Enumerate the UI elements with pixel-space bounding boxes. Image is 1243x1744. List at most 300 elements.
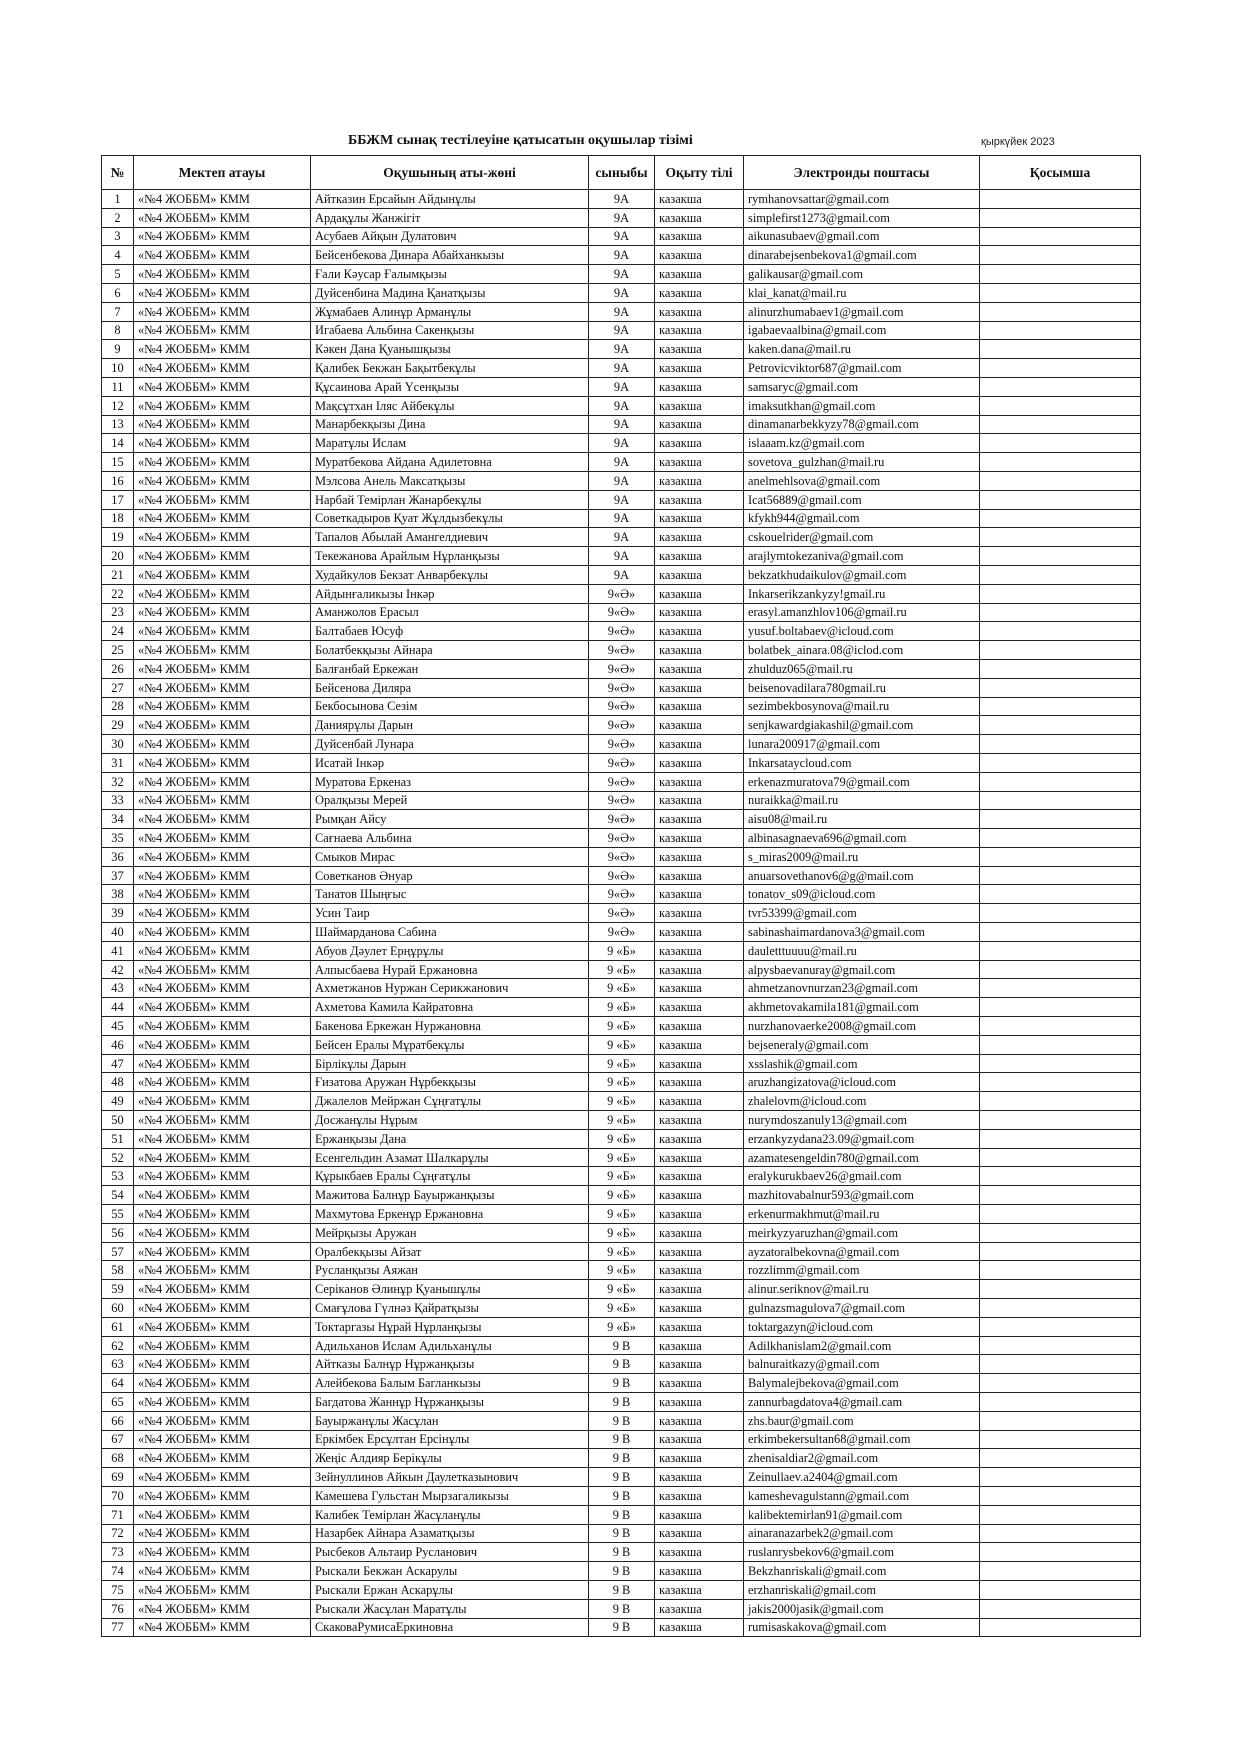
class-name-cell: 9 «Б» xyxy=(589,1035,655,1054)
class-name-cell: 9 В xyxy=(589,1580,655,1599)
additional-cell xyxy=(980,1299,1141,1318)
table-row xyxy=(102,1129,1141,1148)
language-cell: казакша xyxy=(655,791,744,810)
class-name-cell: 9 «Б» xyxy=(589,1017,655,1036)
student-name-cell: Бейсенова Диляра xyxy=(311,678,589,697)
class-name-cell: 9 «Б» xyxy=(589,979,655,998)
student-name-cell: Усин Таир xyxy=(311,904,589,923)
language-cell: казакша xyxy=(655,471,744,490)
language-cell: казакша xyxy=(655,208,744,227)
additional-cell xyxy=(980,904,1141,923)
class-name-cell: 9«Ә» xyxy=(589,753,655,772)
class-name-cell: 9А xyxy=(589,490,655,509)
language-cell: казакша xyxy=(655,1411,744,1430)
email-cell: Petrovicviktor687@gmail.com xyxy=(744,359,980,378)
school-name-cell: «№4 ЖОББМ» КММ xyxy=(134,1299,311,1318)
school-name-cell: «№4 ЖОББМ» КММ xyxy=(134,791,311,810)
table-row xyxy=(102,810,1141,829)
row-number-cell: 41 xyxy=(102,941,134,960)
class-name-cell: 9 В xyxy=(589,1393,655,1412)
email-cell: samsaryc@gmail.com xyxy=(744,377,980,396)
student-name-cell: Жұмабаев Алинұр Арманұлы xyxy=(311,302,589,321)
header-col-additional: Қосымша xyxy=(980,156,1141,190)
email-cell: eralykurukbaev26@gmail.com xyxy=(744,1167,980,1186)
table-row xyxy=(102,1374,1141,1393)
row-number-cell: 25 xyxy=(102,641,134,660)
table-row xyxy=(102,1430,1141,1449)
additional-cell xyxy=(980,1186,1141,1205)
row-number-cell: 53 xyxy=(102,1167,134,1186)
school-name-cell: «№4 ЖОББМ» КММ xyxy=(134,941,311,960)
school-name-cell: «№4 ЖОББМ» КММ xyxy=(134,716,311,735)
table-row xyxy=(102,866,1141,885)
class-name-cell: 9 «Б» xyxy=(589,1054,655,1073)
table-row xyxy=(102,359,1141,378)
email-cell: dinamanarbekkyzy78@gmail.com xyxy=(744,415,980,434)
row-number-cell: 40 xyxy=(102,923,134,942)
school-name-cell: «№4 ЖОББМ» КММ xyxy=(134,415,311,434)
school-name-cell: «№4 ЖОББМ» КММ xyxy=(134,340,311,359)
row-number-cell: 68 xyxy=(102,1449,134,1468)
language-cell: казакша xyxy=(655,923,744,942)
class-name-cell: 9А xyxy=(589,265,655,284)
table-row xyxy=(102,641,1141,660)
table-row xyxy=(102,1411,1141,1430)
table-row xyxy=(102,1148,1141,1167)
email-cell: sezimbekbosynova@mail.ru xyxy=(744,697,980,716)
additional-cell xyxy=(980,1073,1141,1092)
row-number-cell: 70 xyxy=(102,1486,134,1505)
row-number-cell: 6 xyxy=(102,283,134,302)
student-name-cell: Мақсұтхан Іляс Айбекұлы xyxy=(311,396,589,415)
table-row xyxy=(102,1092,1141,1111)
student-name-cell: Манарбекқызы Дина xyxy=(311,415,589,434)
email-cell: gulnazsmagulova7@gmail.com xyxy=(744,1299,980,1318)
table-row xyxy=(102,377,1141,396)
language-cell: казакша xyxy=(655,265,744,284)
row-number-cell: 33 xyxy=(102,791,134,810)
email-cell: erasyl.amanzhlov106@gmail.ru xyxy=(744,603,980,622)
student-name-cell: Досжанұлы Нұрым xyxy=(311,1111,589,1130)
student-name-cell: Оралбекқызы Айзат xyxy=(311,1242,589,1261)
row-number-cell: 67 xyxy=(102,1430,134,1449)
email-cell: balnuraitkazy@gmail.com xyxy=(744,1355,980,1374)
email-cell: ayzatoralbekovna@gmail.com xyxy=(744,1242,980,1261)
school-name-cell: «№4 ЖОББМ» КММ xyxy=(134,1242,311,1261)
school-name-cell: «№4 ЖОББМ» КММ xyxy=(134,246,311,265)
language-cell: казакша xyxy=(655,1186,744,1205)
student-name-cell: Мэлсова Анель Максатқызы xyxy=(311,471,589,490)
language-cell: казакша xyxy=(655,772,744,791)
table-row xyxy=(102,1186,1141,1205)
additional-cell xyxy=(980,1486,1141,1505)
student-name-cell: Советкадыров Қуат Жұлдызбекұлы xyxy=(311,509,589,528)
additional-cell xyxy=(980,283,1141,302)
table-row xyxy=(102,960,1141,979)
row-number-cell: 65 xyxy=(102,1393,134,1412)
student-name-cell: Асубаев Айқын Дулатович xyxy=(311,227,589,246)
class-name-cell: 9 В xyxy=(589,1430,655,1449)
class-name-cell: 9А xyxy=(589,321,655,340)
table-row xyxy=(102,998,1141,1017)
school-name-cell: «№4 ЖОББМ» КММ xyxy=(134,998,311,1017)
student-name-cell: Алпысбаева Нурай Ержановна xyxy=(311,960,589,979)
email-cell: Inkarserikzankyzy!gmail.ru xyxy=(744,584,980,603)
row-number-cell: 54 xyxy=(102,1186,134,1205)
student-name-cell: Ғизатова Аружан Нұрбекқызы xyxy=(311,1073,589,1092)
school-name-cell: «№4 ЖОББМ» КММ xyxy=(134,528,311,547)
language-cell: казакша xyxy=(655,1129,744,1148)
table-row xyxy=(102,735,1141,754)
email-cell: zhs.baur@gmail.com xyxy=(744,1411,980,1430)
email-cell: akhmetovakamila181@gmail.com xyxy=(744,998,980,1017)
student-name-cell: Балғанбай Еркежан xyxy=(311,659,589,678)
student-name-cell: Русланқызы Аяжан xyxy=(311,1261,589,1280)
school-name-cell: «№4 ЖОББМ» КММ xyxy=(134,753,311,772)
language-cell: казакша xyxy=(655,1355,744,1374)
email-cell: simplefirst1273@gmail.com xyxy=(744,208,980,227)
school-name-cell: «№4 ЖОББМ» КММ xyxy=(134,190,311,209)
row-number-cell: 74 xyxy=(102,1562,134,1581)
language-cell: казакша xyxy=(655,1223,744,1242)
table-row xyxy=(102,1355,1141,1374)
additional-cell xyxy=(980,829,1141,848)
class-name-cell: 9 «Б» xyxy=(589,1205,655,1224)
student-table xyxy=(101,155,1141,1637)
student-name-cell: Ғали Кәусар Ғалымқызы xyxy=(311,265,589,284)
additional-cell xyxy=(980,941,1141,960)
class-name-cell: 9 В xyxy=(589,1355,655,1374)
additional-cell xyxy=(980,434,1141,453)
row-number-cell: 32 xyxy=(102,772,134,791)
school-name-cell: «№4 ЖОББМ» КММ xyxy=(134,904,311,923)
class-name-cell: 9 «Б» xyxy=(589,1186,655,1205)
table-row xyxy=(102,847,1141,866)
school-name-cell: «№4 ЖОББМ» КММ xyxy=(134,885,311,904)
language-cell: казакша xyxy=(655,847,744,866)
school-name-cell: «№4 ЖОББМ» КММ xyxy=(134,1280,311,1299)
table-row xyxy=(102,1449,1141,1468)
student-name-cell: Мейрқызы Аружан xyxy=(311,1223,589,1242)
school-name-cell: «№4 ЖОББМ» КММ xyxy=(134,866,311,885)
student-name-cell: Балтабаев Юсуф xyxy=(311,622,589,641)
email-cell: dinarabejsenbekova1@gmail.com xyxy=(744,246,980,265)
table-row xyxy=(102,885,1141,904)
additional-cell xyxy=(980,1430,1141,1449)
school-name-cell: «№4 ЖОББМ» КММ xyxy=(134,697,311,716)
email-cell: zhulduz065@mail.ru xyxy=(744,659,980,678)
header-col-student-name: Оқушының аты-жөні xyxy=(311,156,589,190)
class-name-cell: 9А xyxy=(589,509,655,528)
table-row xyxy=(102,678,1141,697)
class-name-cell: 9 В xyxy=(589,1468,655,1487)
student-name-cell: Адильханов Ислам Адильханұлы xyxy=(311,1336,589,1355)
language-cell: казакша xyxy=(655,1336,744,1355)
row-number-cell: 8 xyxy=(102,321,134,340)
additional-cell xyxy=(980,1374,1141,1393)
table-row xyxy=(102,565,1141,584)
table-row xyxy=(102,1317,1141,1336)
email-cell: jakis2000jasik@gmail.com xyxy=(744,1599,980,1618)
email-cell: mazhitovabalnur593@gmail.com xyxy=(744,1186,980,1205)
additional-cell xyxy=(980,1580,1141,1599)
class-name-cell: 9 В xyxy=(589,1336,655,1355)
table-row xyxy=(102,1073,1141,1092)
school-name-cell: «№4 ЖОББМ» КММ xyxy=(134,678,311,697)
class-name-cell: 9А xyxy=(589,434,655,453)
additional-cell xyxy=(980,847,1141,866)
student-name-cell: Тапалов Абылай Амангелдиевич xyxy=(311,528,589,547)
additional-cell xyxy=(980,622,1141,641)
email-cell: sovetova_gulzhan@mail.ru xyxy=(744,453,980,472)
class-name-cell: 9«Ә» xyxy=(589,904,655,923)
additional-cell xyxy=(980,584,1141,603)
row-number-cell: 37 xyxy=(102,866,134,885)
email-cell: alinurzhumabaev1@gmail.com xyxy=(744,302,980,321)
school-name-cell: «№4 ЖОББМ» КММ xyxy=(134,1223,311,1242)
language-cell: казакша xyxy=(655,641,744,660)
school-name-cell: «№4 ЖОББМ» КММ xyxy=(134,1035,311,1054)
additional-cell xyxy=(980,1449,1141,1468)
additional-cell xyxy=(980,1317,1141,1336)
school-name-cell: «№4 ЖОББМ» КММ xyxy=(134,1449,311,1468)
email-cell: sabinashaimardanova3@gmail.com xyxy=(744,923,980,942)
language-cell: казакша xyxy=(655,1562,744,1581)
student-name-cell: Шаймарданова Сабина xyxy=(311,923,589,942)
row-number-cell: 75 xyxy=(102,1580,134,1599)
table-row xyxy=(102,1261,1141,1280)
row-number-cell: 77 xyxy=(102,1618,134,1637)
student-name-cell: Токтаргазы Нұрай Нұрланқызы xyxy=(311,1317,589,1336)
student-name-cell: Есенгельдин Азамат Шалкарұлы xyxy=(311,1148,589,1167)
email-cell: islaaam.kz@gmail.com xyxy=(744,434,980,453)
additional-cell xyxy=(980,528,1141,547)
class-name-cell: 9А xyxy=(589,471,655,490)
table-row xyxy=(102,528,1141,547)
additional-cell xyxy=(980,885,1141,904)
table-row xyxy=(102,1054,1141,1073)
additional-cell xyxy=(980,1092,1141,1111)
email-cell: azamatesengeldin780@gmail.com xyxy=(744,1148,980,1167)
language-cell: казакша xyxy=(655,941,744,960)
email-cell: galikausar@gmail.com xyxy=(744,265,980,284)
student-name-cell: Бауыржанұлы Жасұлан xyxy=(311,1411,589,1430)
row-number-cell: 18 xyxy=(102,509,134,528)
language-cell: казакша xyxy=(655,829,744,848)
page-title: ББЖМ сынақ тестілеуіне қатысатын оқушылар тізімі xyxy=(348,133,693,148)
additional-cell xyxy=(980,772,1141,791)
student-name-cell: Муратбекова Айдана Адилетовна xyxy=(311,453,589,472)
row-number-cell: 4 xyxy=(102,246,134,265)
student-name-cell: Ахметжанов Нуржан Серикжанович xyxy=(311,979,589,998)
table-row xyxy=(102,453,1141,472)
row-number-cell: 44 xyxy=(102,998,134,1017)
row-number-cell: 22 xyxy=(102,584,134,603)
student-name-cell: Ахметова Камила Кайратовна xyxy=(311,998,589,1017)
email-cell: dauletttuuuu@mail.ru xyxy=(744,941,980,960)
table-row xyxy=(102,979,1141,998)
student-name-cell: Рыскали Ержан Аскарұлы xyxy=(311,1580,589,1599)
email-cell: alinur.seriknov@mail.ru xyxy=(744,1280,980,1299)
table-row xyxy=(102,1486,1141,1505)
row-number-cell: 16 xyxy=(102,471,134,490)
email-cell: kaken.dana@mail.ru xyxy=(744,340,980,359)
email-cell: beisenovadilara780gmail.ru xyxy=(744,678,980,697)
student-name-cell: Сағнаева Альбина xyxy=(311,829,589,848)
language-cell: казакша xyxy=(655,1261,744,1280)
language-cell: казакша xyxy=(655,603,744,622)
student-name-cell: Джалелов Мейржан Сұңғатұлы xyxy=(311,1092,589,1111)
table-row xyxy=(102,1167,1141,1186)
row-number-cell: 46 xyxy=(102,1035,134,1054)
additional-cell xyxy=(980,659,1141,678)
row-number-cell: 38 xyxy=(102,885,134,904)
school-name-cell: «№4 ЖОББМ» КММ xyxy=(134,1599,311,1618)
student-name-cell: Калибек Темірлан Жасұланұлы xyxy=(311,1505,589,1524)
additional-cell xyxy=(980,1167,1141,1186)
class-name-cell: 9А xyxy=(589,453,655,472)
school-name-cell: «№4 ЖОББМ» КММ xyxy=(134,1430,311,1449)
class-name-cell: 9«Ә» xyxy=(589,772,655,791)
school-name-cell: «№4 ЖОББМ» КММ xyxy=(134,1336,311,1355)
school-name-cell: «№4 ЖОББМ» КММ xyxy=(134,1148,311,1167)
email-cell: alpysbaevanuray@gmail.com xyxy=(744,960,980,979)
table-row xyxy=(102,791,1141,810)
class-name-cell: 9«Ә» xyxy=(589,847,655,866)
language-cell: казакша xyxy=(655,415,744,434)
class-name-cell: 9 В xyxy=(589,1411,655,1430)
table-row xyxy=(102,509,1141,528)
school-name-cell: «№4 ЖОББМ» КММ xyxy=(134,1543,311,1562)
student-name-cell: Ардақұлы Жанжігіт xyxy=(311,208,589,227)
table-row xyxy=(102,1111,1141,1130)
class-name-cell: 9«Ә» xyxy=(589,641,655,660)
table-row xyxy=(102,471,1141,490)
email-cell: ainaranazarbek2@gmail.com xyxy=(744,1524,980,1543)
additional-cell xyxy=(980,490,1141,509)
class-name-cell: 9 В xyxy=(589,1449,655,1468)
school-name-cell: «№4 ЖОББМ» КММ xyxy=(134,641,311,660)
email-cell: erkimbekersultan68@gmail.com xyxy=(744,1430,980,1449)
school-name-cell: «№4 ЖОББМ» КММ xyxy=(134,396,311,415)
row-number-cell: 34 xyxy=(102,810,134,829)
additional-cell xyxy=(980,265,1141,284)
student-name-cell: Муратова Еркеназ xyxy=(311,772,589,791)
student-name-cell: Танатов Шыңғыс xyxy=(311,885,589,904)
school-name-cell: «№4 ЖОББМ» КММ xyxy=(134,434,311,453)
language-cell: казакша xyxy=(655,565,744,584)
class-name-cell: 9«Ә» xyxy=(589,885,655,904)
table-row xyxy=(102,396,1141,415)
email-cell: Zeinullaev.a2404@gmail.com xyxy=(744,1468,980,1487)
row-number-cell: 66 xyxy=(102,1411,134,1430)
row-number-cell: 48 xyxy=(102,1073,134,1092)
language-cell: казакша xyxy=(655,810,744,829)
class-name-cell: 9 В xyxy=(589,1599,655,1618)
student-name-cell: Советканов Әнуар xyxy=(311,866,589,885)
school-name-cell: «№4 ЖОББМ» КММ xyxy=(134,265,311,284)
row-number-cell: 36 xyxy=(102,847,134,866)
email-cell: nurzhanovaerke2008@gmail.com xyxy=(744,1017,980,1036)
email-cell: aikunasubaev@gmail.com xyxy=(744,227,980,246)
table-row xyxy=(102,941,1141,960)
student-name-cell: Алейбекова Балым Багланкызы xyxy=(311,1374,589,1393)
language-cell: казакша xyxy=(655,866,744,885)
header-col-class: сыныбы xyxy=(589,156,655,190)
row-number-cell: 61 xyxy=(102,1317,134,1336)
school-name-cell: «№4 ЖОББМ» КММ xyxy=(134,1580,311,1599)
email-cell: cskouelrider@gmail.com xyxy=(744,528,980,547)
email-cell: erkenurmakhmut@mail.ru xyxy=(744,1205,980,1224)
table-row xyxy=(102,302,1141,321)
header-col-school-name: Мектеп атауы xyxy=(134,156,311,190)
class-name-cell: 9А xyxy=(589,227,655,246)
row-number-cell: 42 xyxy=(102,960,134,979)
school-name-cell: «№4 ЖОББМ» КММ xyxy=(134,302,311,321)
table-row xyxy=(102,227,1141,246)
school-name-cell: «№4 ЖОББМ» КММ xyxy=(134,1054,311,1073)
language-cell: казакша xyxy=(655,1618,744,1637)
language-cell: казакша xyxy=(655,1299,744,1318)
student-name-cell: Кәкен Дана Қуанышқызы xyxy=(311,340,589,359)
student-name-cell: Ержанқызы Дана xyxy=(311,1129,589,1148)
language-cell: казакша xyxy=(655,1580,744,1599)
school-name-cell: «№4 ЖОББМ» КММ xyxy=(134,1468,311,1487)
row-number-cell: 71 xyxy=(102,1505,134,1524)
class-name-cell: 9«Ә» xyxy=(589,697,655,716)
additional-cell xyxy=(980,753,1141,772)
student-name-cell: Рымқан Айсу xyxy=(311,810,589,829)
table-row xyxy=(102,547,1141,566)
language-cell: казакша xyxy=(655,528,744,547)
school-name-cell: «№4 ЖОББМ» КММ xyxy=(134,509,311,528)
row-number-cell: 15 xyxy=(102,453,134,472)
email-cell: yusuf.boltabaev@icloud.com xyxy=(744,622,980,641)
row-number-cell: 24 xyxy=(102,622,134,641)
class-name-cell: 9«Ә» xyxy=(589,678,655,697)
additional-cell xyxy=(980,998,1141,1017)
row-number-cell: 56 xyxy=(102,1223,134,1242)
table-row xyxy=(102,1468,1141,1487)
class-name-cell: 9 «Б» xyxy=(589,1092,655,1111)
school-name-cell: «№4 ЖОББМ» КММ xyxy=(134,359,311,378)
school-name-cell: «№4 ЖОББМ» КММ xyxy=(134,1355,311,1374)
student-name-cell: Рыскали Бекжан Аскарулы xyxy=(311,1562,589,1581)
school-name-cell: «№4 ЖОББМ» КММ xyxy=(134,1486,311,1505)
language-cell: казакша xyxy=(655,283,744,302)
language-cell: казакша xyxy=(655,998,744,1017)
email-cell: ahmetzanovnurzan23@gmail.com xyxy=(744,979,980,998)
school-name-cell: «№4 ЖОББМ» КММ xyxy=(134,1205,311,1224)
student-name-cell: Айтказин Ерсайын Айдынұлы xyxy=(311,190,589,209)
row-number-cell: 17 xyxy=(102,490,134,509)
email-cell: kfykh944@gmail.com xyxy=(744,509,980,528)
school-name-cell: «№4 ЖОББМ» КММ xyxy=(134,1129,311,1148)
email-cell: kalibektemirlan91@gmail.com xyxy=(744,1505,980,1524)
class-name-cell: 9«Ә» xyxy=(589,659,655,678)
language-cell: казакша xyxy=(655,1374,744,1393)
email-cell: klai_kanat@mail.ru xyxy=(744,283,980,302)
row-number-cell: 39 xyxy=(102,904,134,923)
language-cell: казакша xyxy=(655,753,744,772)
student-name-cell: СкаковаРумисаЕркиновна xyxy=(311,1618,589,1637)
additional-cell xyxy=(980,735,1141,754)
class-name-cell: 9А xyxy=(589,340,655,359)
row-number-cell: 47 xyxy=(102,1054,134,1073)
class-name-cell: 9А xyxy=(589,190,655,209)
student-name-cell: Исатай Інкәр xyxy=(311,753,589,772)
additional-cell xyxy=(980,1035,1141,1054)
